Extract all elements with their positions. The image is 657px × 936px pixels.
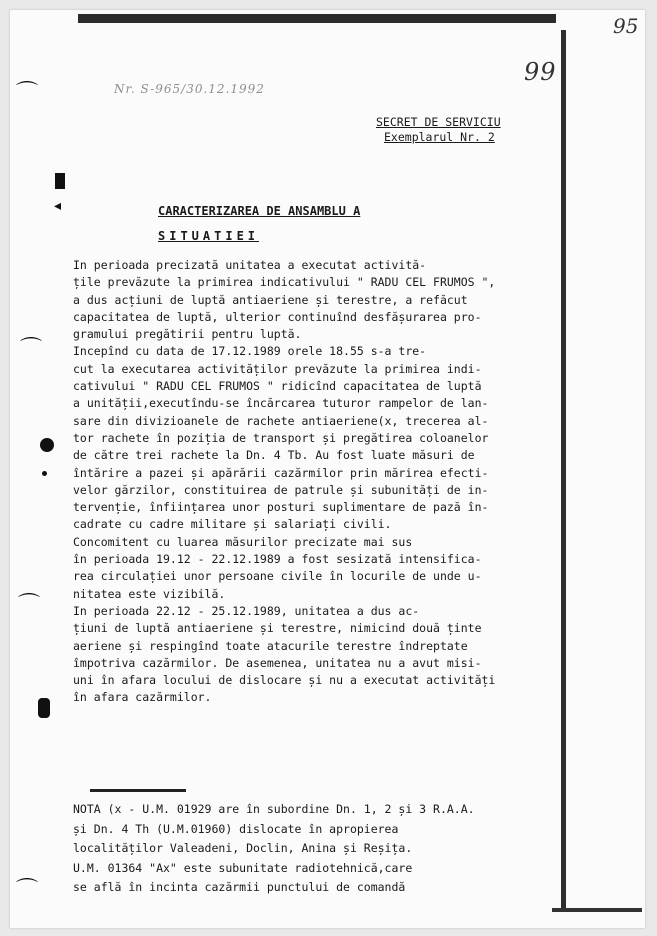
binding-mark-icon: ⌒ — [16, 878, 39, 903]
scan-right-edge — [561, 30, 566, 910]
binding-mark-icon: ⌒ — [16, 81, 39, 106]
page-number: 99 — [524, 58, 557, 86]
footnote — [73, 800, 553, 898]
body-text — [73, 257, 548, 707]
body-line: a dus acțiuni de luptă antiaeriene și terestre, a refăcut — [73, 292, 468, 307]
body-line: rea circulației unor persoane civile în locurile de unde u- — [73, 569, 482, 584]
body-line: aeriene și respingînd toate atacurile terestre îndreptate — [73, 638, 468, 653]
footnote-separator — [90, 789, 186, 792]
body-line: cativului " RADU CEL FRUMOS " ridicînd capacitatea de luptă — [73, 379, 482, 394]
scan-top-edge — [78, 14, 556, 23]
body-line: de către trei rachete la Dn. 4 Tb. Au fost luate măsuri de — [73, 448, 475, 463]
footnote-line: se află în incinta cazărmii punctului de comandă — [73, 880, 406, 894]
registration-number: Nr. S-965/30.12.1992 — [114, 82, 265, 96]
body-line: capacitatea de luptă, ulterior continuînd desfășurarea pro- — [73, 309, 482, 324]
body-line: velor gărzilor, constituirea de patrule și subunități de in- — [73, 482, 489, 497]
ink-blot-icon — [38, 698, 50, 718]
document-title — [158, 199, 360, 249]
binding-mark-icon: ⌒ — [20, 337, 43, 362]
dot-mark-icon — [42, 471, 47, 476]
title-line-1: CARACTERIZAREA DE ANSAMBLU A — [158, 204, 361, 218]
body-line: împotriva cazărmilor. De asemenea, unitatea nu a avut misi- — [73, 655, 482, 670]
body-line: cadrate cu cadre militare și salariați civili. — [73, 517, 392, 532]
body-line: în afara cazărmilor. — [73, 690, 212, 705]
copy-number: Exemplarul Nr. 2 — [384, 130, 495, 144]
body-line: uni în afara locului de dislocare și nu a executat activități — [73, 673, 496, 688]
corner-number: 95 — [613, 14, 639, 38]
scan-bottom-edge — [552, 908, 642, 912]
ink-blot-icon — [55, 173, 65, 189]
arrow-mark-icon: ◂ — [54, 198, 62, 214]
footnote-line: U.M. 01364 "Ax" este subunitate radiotehnică,care — [73, 860, 413, 875]
body-line: tervenție, înființarea unor posturi suplimentare de pază în- — [73, 500, 489, 515]
body-line: întărire a pazei și apărării cazărmilor prin mărirea efecti- — [73, 465, 489, 480]
body-line: Concomitent cu luarea măsurilor precizate mai sus — [73, 534, 413, 549]
footnote-line: și Dn. 4 Th (U.M.01960) dislocate în apropierea — [73, 821, 399, 836]
body-line: a unității,executîndu-se încărcarea tuturor rampelor de lan- — [73, 396, 489, 411]
footnote-line: localităților Valeadeni, Doclin, Anina și Reșița. — [73, 841, 413, 855]
punch-hole-icon — [40, 438, 54, 452]
classification-level: SECRET DE SERVICIU — [376, 115, 501, 129]
body-line: gramului pregătirii pentru luptă. — [73, 327, 302, 342]
body-line: In perioada precizată unitatea a executat activită- — [73, 258, 427, 272]
body-line: sare din divizioanele de rachete antiaeriene(x, trecerea al- — [73, 413, 489, 428]
binding-mark-icon: ⌒ — [18, 593, 41, 618]
title-line-2: SITUATIEI — [158, 229, 260, 243]
body-line: în perioada 19.12 - 22.12.1989 a fost sesizată intensifica- — [73, 552, 482, 567]
body-line: nitatea este vizibilă. — [73, 586, 226, 601]
body-line: In perioada 22.12 - 25.12.1989, unitatea a dus ac- — [73, 603, 420, 618]
document-page — [10, 10, 645, 928]
body-line: tor rachete în poziția de transport și pregătirea coloanelor — [73, 430, 489, 445]
footnote-line: NOTA (x - U.M. 01929 are în subordine Dn. 1, 2 și 3 R.A.A. — [73, 802, 475, 816]
body-line: țiuni de luptă antiaeriene și terestre, nimicind două ținte — [73, 621, 482, 636]
body-line: țile prevăzute la primirea indicativului " RADU CEL FRUMOS ", — [73, 275, 496, 290]
body-line: Incepînd cu data de 17.12.1989 orele 18.55 s-a tre- — [73, 344, 427, 359]
body-line: cut la executarea activităților prevăzute la primirea indi- — [73, 361, 482, 376]
classification-stamp — [376, 115, 501, 145]
